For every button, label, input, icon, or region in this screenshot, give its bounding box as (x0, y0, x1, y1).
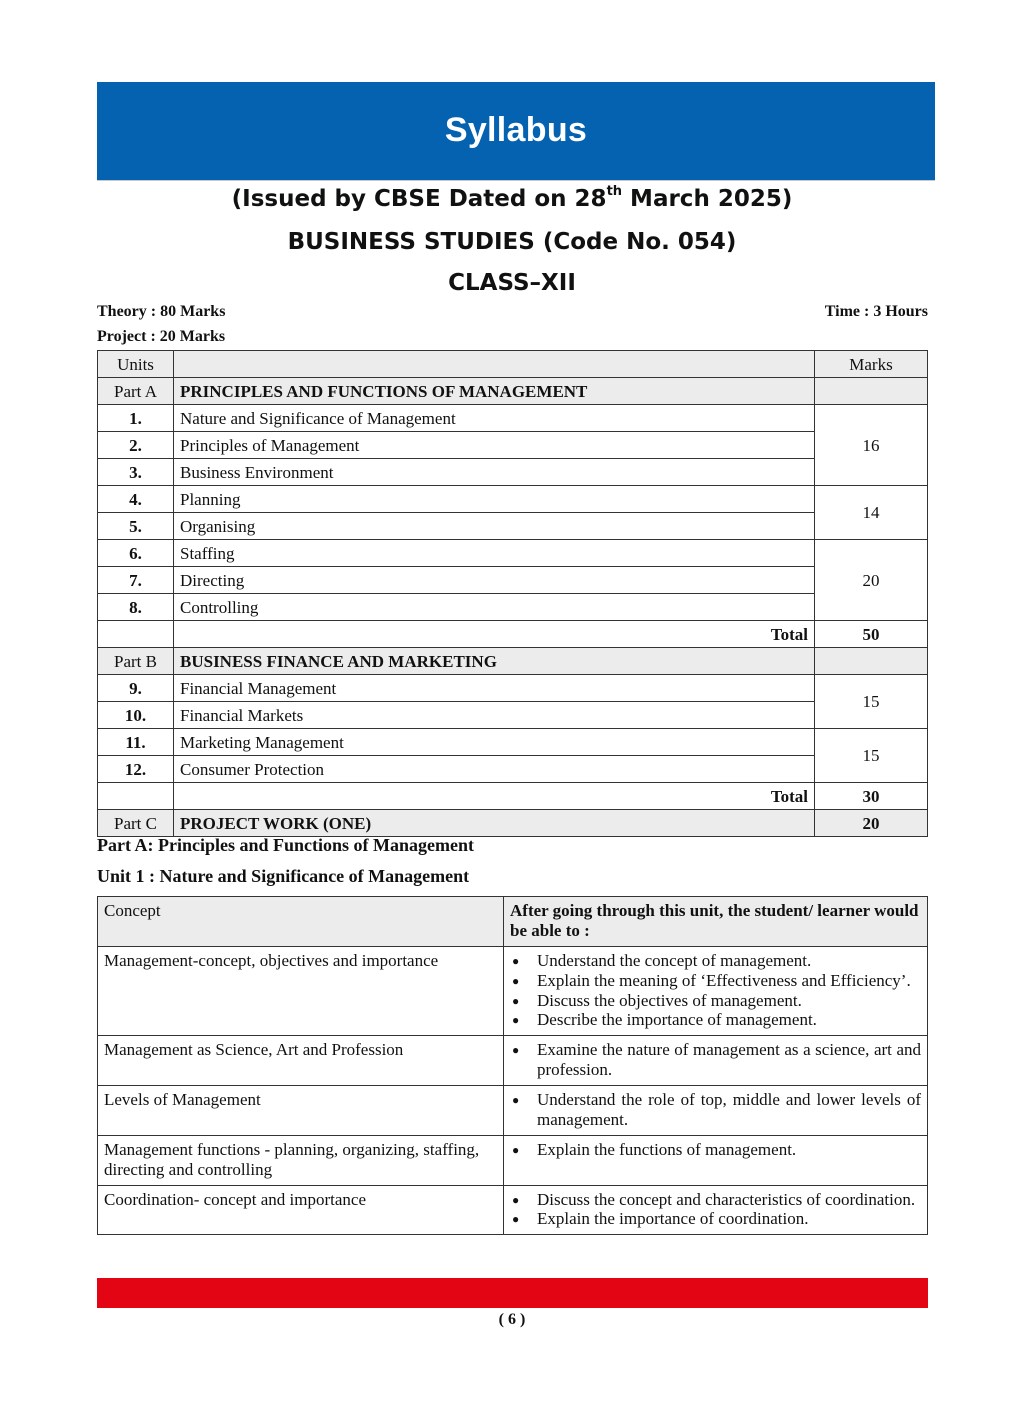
concept-row (98, 1086, 928, 1136)
page-title: Syllabus (444, 110, 588, 149)
unit-number: 1. (98, 405, 174, 432)
concept-table (97, 896, 928, 1235)
unit-name: Financial Management (174, 675, 815, 702)
header-outcome: After going through this unit, the student/ learner would be able to : (504, 897, 928, 947)
concept-cell: Management as Science, Art and Profession (98, 1036, 504, 1086)
outcome-list (510, 951, 921, 1031)
outcome-item: ● Describe the importance of management. (510, 1010, 921, 1030)
unit-1-heading: Unit 1 : Nature and Significance of Management (97, 866, 470, 886)
part-a-heading: Part A: Principles and Functions of Management (97, 835, 474, 855)
table-row (98, 513, 928, 540)
total-value: 30 (815, 783, 928, 810)
outcome-cell (504, 1135, 928, 1185)
unit-name: Nature and Significance of Management (174, 405, 815, 432)
part-a-row (98, 378, 928, 405)
unit-marks: 20 (815, 540, 928, 621)
unit-name: Controlling (174, 594, 815, 621)
outcome-cell (504, 946, 928, 1036)
part-c-row (98, 810, 928, 837)
total-row (98, 621, 928, 648)
unit-name: Staffing (174, 540, 815, 567)
unit-number: 5. (98, 513, 174, 540)
unit-name: Directing (174, 567, 815, 594)
class-heading: CLASS–XII (448, 270, 576, 296)
table-header-row (98, 351, 928, 378)
header-marks: Marks (815, 351, 928, 378)
unit-name: Principles of Management (174, 432, 815, 459)
unit-number: 4. (98, 486, 174, 513)
part-title: BUSINESS FINANCE AND MARKETING (174, 648, 815, 675)
table-row (98, 594, 928, 621)
table-row (98, 540, 928, 567)
unit-number: 3. (98, 459, 174, 486)
unit-number: 10. (98, 702, 174, 729)
unit-marks: 15 (815, 729, 928, 783)
outcome-list (510, 1040, 921, 1080)
table-row (98, 405, 928, 432)
unit-name: Marketing Management (174, 729, 815, 756)
part-b-row (98, 648, 928, 675)
unit-number: 12. (98, 756, 174, 783)
title-banner (97, 82, 935, 181)
unit-number: 11. (98, 729, 174, 756)
outcome-list (510, 1190, 921, 1230)
table-row (98, 702, 928, 729)
outcome-cell (504, 1185, 928, 1235)
table-row (98, 486, 928, 513)
concept-row (98, 946, 928, 1036)
theory-marks: Theory : 80 Marks (97, 303, 226, 320)
total-row (98, 783, 928, 810)
concept-row (98, 1036, 928, 1086)
concept-cell: Management-concept, objectives and importance (98, 946, 504, 1036)
part-label: Part C (98, 810, 174, 837)
unit-number: 8. (98, 594, 174, 621)
unit-name: Consumer Protection (174, 756, 815, 783)
outcome-item: ● Discuss the objectives of management. (510, 991, 921, 1011)
unit-marks: 14 (815, 486, 928, 540)
unit-number: 9. (98, 675, 174, 702)
unit-number: 2. (98, 432, 174, 459)
unit-name: Planning (174, 486, 815, 513)
project-marks: Project : 20 Marks (97, 328, 226, 345)
outcome-item: ● Explain the functions of management. (510, 1140, 921, 1160)
outcome-cell (504, 1086, 928, 1136)
outcome-item: ● Explain the meaning of ‘Effectiveness and Efficiency’. (510, 971, 921, 991)
unit-number: 6. (98, 540, 174, 567)
outcome-item: ● Examine the nature of management as a science, art and profession. (510, 1040, 921, 1080)
concept-row (98, 1135, 928, 1185)
concept-cell: Management functions - planning, organizing, staffing, directing and controlling (98, 1135, 504, 1185)
header-blank (174, 351, 815, 378)
total-label: Total (174, 783, 815, 810)
footer-bar (97, 1278, 928, 1308)
part-label: Part A (98, 378, 174, 405)
header-concept: Concept (98, 897, 504, 947)
table-row (98, 756, 928, 783)
table-row (98, 432, 928, 459)
concept-row (98, 1185, 928, 1235)
outcome-list (510, 1140, 921, 1160)
time-duration: Time : 3 Hours (824, 303, 928, 320)
part-title: PRINCIPLES AND FUNCTIONS OF MANAGEMENT (174, 378, 815, 405)
unit-marks: 15 (815, 675, 928, 729)
outcome-item: ● Discuss the concept and characteristics of coordination. (510, 1190, 921, 1210)
unit-number: 7. (98, 567, 174, 594)
issued-note: (Issued by CBSE Dated on 28th March 2025) (231, 184, 793, 212)
subject-heading: BUSINESS STUDIES (Code No. 054) (287, 229, 737, 255)
total-label: Total (174, 621, 815, 648)
concept-cell: Levels of Management (98, 1086, 504, 1136)
unit-name: Organising (174, 513, 815, 540)
unit-name: Business Environment (174, 459, 815, 486)
concept-header-row (98, 897, 928, 947)
marks-distribution-table (97, 350, 928, 837)
outcome-list (510, 1090, 921, 1130)
part-c-marks: 20 (815, 810, 928, 837)
page-number: ( 6 ) (498, 1311, 526, 1328)
table-row (98, 729, 928, 756)
outcome-item: ● Understand the role of top, middle and lower levels of management. (510, 1090, 921, 1130)
part-title: PROJECT WORK (ONE) (174, 810, 815, 837)
header-units: Units (98, 351, 174, 378)
unit-marks: 16 (815, 405, 928, 486)
outcome-item: ● Explain the importance of coordination. (510, 1209, 921, 1229)
table-row (98, 567, 928, 594)
table-row (98, 459, 928, 486)
outcome-item: ● Understand the concept of management. (510, 951, 921, 971)
unit-name: Financial Markets (174, 702, 815, 729)
outcome-cell (504, 1036, 928, 1086)
total-value: 50 (815, 621, 928, 648)
part-label: Part B (98, 648, 174, 675)
concept-cell: Coordination- concept and importance (98, 1185, 504, 1235)
table-row (98, 675, 928, 702)
